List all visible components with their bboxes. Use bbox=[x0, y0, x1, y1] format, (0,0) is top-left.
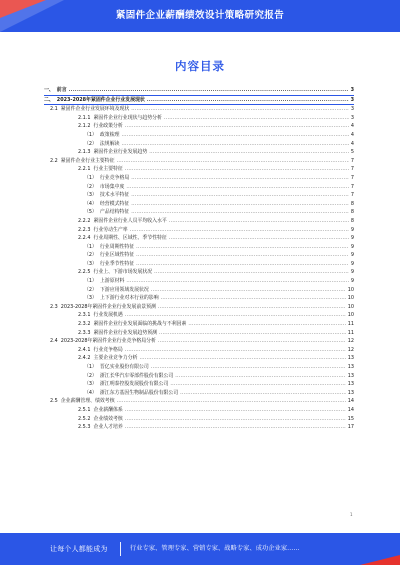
toc-entry-text: 行业周期性特征 bbox=[99, 243, 135, 250]
toc-entry-page: 17 bbox=[347, 424, 354, 431]
toc-entry[interactable] bbox=[44, 157, 354, 166]
toc-entry[interactable] bbox=[44, 320, 354, 329]
toc-entry-number: 2.2.2 bbox=[78, 217, 91, 224]
toc-entry-page: 13 bbox=[347, 372, 354, 379]
toc-entry-number: 2.2.5 bbox=[78, 269, 91, 276]
toc-entry-text: 上下游行业对本行业的影响 bbox=[99, 295, 159, 302]
toc-entry[interactable] bbox=[44, 86, 354, 96]
toc-dot-leader bbox=[130, 226, 349, 235]
toc-entry-number: 2.3 bbox=[50, 303, 58, 310]
toc-entry[interactable] bbox=[44, 165, 354, 174]
toc-entry-text: 企业绩效考核 bbox=[93, 415, 123, 422]
toc-entry-page: 13 bbox=[347, 389, 354, 396]
toc-dot-leader bbox=[125, 415, 346, 424]
toc-entry-page: 3 bbox=[350, 114, 354, 121]
toc-dot-leader bbox=[161, 294, 346, 303]
toc-entry-page: 3 bbox=[350, 87, 354, 93]
toc-entry-number: 一、 bbox=[44, 87, 54, 93]
toc-entry-number: （2） bbox=[84, 140, 97, 147]
toc-entry-page: 10 bbox=[347, 312, 354, 319]
toc-entry-number: 2.3.3 bbox=[78, 329, 91, 336]
toc-dot-leader bbox=[121, 140, 348, 149]
toc-entry-text: 行业政策分析 bbox=[93, 123, 123, 130]
toc-entry-page: 8 bbox=[350, 200, 354, 207]
toc-dot-leader bbox=[121, 131, 348, 140]
toc-entry[interactable] bbox=[44, 251, 354, 260]
toc-entry-number: 2.4.1 bbox=[78, 346, 91, 353]
toc-entry-text: 紧固件企业行业人员平均收入水平 bbox=[93, 217, 167, 224]
toc-entry[interactable] bbox=[44, 131, 354, 140]
toc-entry-text: 紧固件企业行业发展趋势预测 bbox=[93, 329, 158, 336]
toc-entry-text: 2023-2028年紧固件企业行业竞争格局分析 bbox=[60, 338, 156, 345]
toc-entry-text: 主要企业竞争力分析 bbox=[93, 355, 138, 362]
toc-entry[interactable] bbox=[44, 329, 354, 338]
toc-entry-page: 7 bbox=[350, 174, 354, 181]
toc-entry[interactable] bbox=[44, 105, 354, 114]
toc-entry-text: 行业区域性特征 bbox=[99, 252, 135, 259]
toc-entry-number: 2.1.1 bbox=[78, 114, 91, 121]
toc-entry-text: 政策梳理 bbox=[99, 131, 120, 138]
toc-dot-leader bbox=[131, 208, 349, 217]
toc-entry-page: 7 bbox=[350, 183, 354, 190]
toc-entry[interactable] bbox=[44, 363, 354, 372]
toc-entry-number: 2.2.4 bbox=[78, 235, 91, 242]
toc-entry-number: 2.5.2 bbox=[78, 415, 91, 422]
toc-entry[interactable] bbox=[44, 311, 354, 320]
toc-entry[interactable] bbox=[44, 372, 354, 381]
toc-dot-leader bbox=[149, 148, 349, 157]
toc-entry-page: 9 bbox=[350, 260, 354, 267]
toc-entry-page: 8 bbox=[350, 217, 354, 224]
toc-dot-leader bbox=[175, 372, 345, 381]
toc-dot-leader bbox=[139, 354, 345, 363]
toc-dot-leader bbox=[147, 96, 349, 105]
toc-dot-leader bbox=[131, 105, 349, 114]
toc-entry[interactable] bbox=[44, 174, 354, 183]
toc-entry[interactable] bbox=[44, 423, 354, 432]
toc-entry-text: 浙江明泰控股发展股份有限公司 bbox=[99, 381, 169, 388]
toc-entry-number: 2.4.2 bbox=[78, 355, 91, 362]
toc-dot-leader bbox=[117, 157, 349, 166]
page-number: 1 bbox=[350, 512, 353, 517]
toc-entry-page: 7 bbox=[350, 166, 354, 173]
toc-entry-number: （2） bbox=[84, 286, 97, 293]
toc-entry-number: （3） bbox=[84, 260, 97, 267]
toc-dot-leader bbox=[136, 251, 349, 260]
toc-entry-text: 市场集中度 bbox=[99, 183, 125, 190]
toc-entry-number: 2.4 bbox=[50, 338, 58, 345]
toc-entry-page: 3 bbox=[350, 106, 354, 113]
toc-entry[interactable] bbox=[44, 286, 354, 295]
toc-dot-leader bbox=[125, 346, 346, 355]
toc-entry-page: 9 bbox=[350, 269, 354, 276]
toc-entry-number: （4） bbox=[84, 389, 97, 396]
toc-dot-leader bbox=[170, 380, 345, 389]
toc-entry[interactable] bbox=[44, 148, 354, 157]
toc-entry-page: 13 bbox=[347, 381, 354, 388]
toc-entry[interactable] bbox=[44, 406, 354, 415]
toc-entry-page: 10 bbox=[347, 286, 354, 293]
toc-dot-leader bbox=[125, 423, 346, 432]
toc-entry-number: （1） bbox=[84, 364, 97, 370]
toc-dot-leader bbox=[164, 114, 349, 123]
toc-entry-text: 下游应用领域发展状况 bbox=[99, 286, 149, 293]
toc-dot-leader bbox=[117, 397, 346, 406]
toc-entry-number: 2.2.1 bbox=[78, 166, 91, 173]
toc-entry[interactable] bbox=[44, 260, 354, 269]
toc-entry-text: 技术水平特征 bbox=[99, 192, 130, 199]
toc-dot-leader bbox=[131, 191, 349, 200]
toc-dot-leader bbox=[188, 320, 345, 329]
toc-entry-number: 2.3.1 bbox=[78, 312, 91, 319]
toc-dot-leader bbox=[125, 406, 346, 415]
toc-entry-page: 12 bbox=[347, 346, 354, 353]
toc-entry-text: 经营模式特征 bbox=[99, 200, 130, 207]
toc-entry-number: （2） bbox=[84, 252, 97, 259]
toc-entry-text: 上游原材料 bbox=[99, 278, 125, 285]
toc-entry-text: 企业薪酬管理、绩效考核 bbox=[60, 398, 115, 405]
toc-dot-leader bbox=[126, 183, 349, 192]
toc-entry-number: （4） bbox=[84, 200, 97, 207]
toc-entry-text: 紧固件企业行业发展面临的挑战与不利因素 bbox=[93, 321, 187, 328]
toc-dot-leader bbox=[151, 363, 346, 372]
toc-entry-text: 紧固件企业行业发展环境及现状 bbox=[60, 106, 130, 113]
footer-red-stripe bbox=[360, 555, 400, 565]
toc-entry-page: 3 bbox=[350, 96, 354, 103]
toc-entry-text: 行业劳动生产率 bbox=[93, 226, 128, 233]
toc-entry-page: 7 bbox=[350, 157, 354, 164]
toc-entry-number: 2.5.1 bbox=[78, 406, 91, 413]
footer-slogan: 让每个人都能成为 bbox=[50, 545, 108, 553]
toc-entry[interactable] bbox=[44, 140, 354, 149]
toc-entry[interactable] bbox=[44, 303, 354, 312]
toc-entry-page: 8 bbox=[350, 209, 354, 216]
toc-dot-leader bbox=[180, 389, 346, 398]
toc-entry[interactable] bbox=[44, 226, 354, 235]
toc-entry-number: （1） bbox=[84, 243, 97, 250]
toc-dot-leader bbox=[131, 174, 349, 183]
toc-entry-page: 7 bbox=[350, 192, 354, 199]
toc-dot-leader bbox=[158, 303, 346, 312]
toc-entry-page: 10 bbox=[347, 295, 354, 302]
toc-entry-number: 2.3.2 bbox=[78, 321, 91, 328]
toc-title: 内容目录 bbox=[175, 59, 225, 73]
toc-entry-page: 4 bbox=[350, 131, 354, 138]
toc-dot-leader bbox=[169, 234, 349, 243]
toc-entry-page: 13 bbox=[347, 364, 354, 370]
toc-entry[interactable] bbox=[44, 354, 354, 363]
toc-dot-leader bbox=[158, 337, 346, 346]
toc-entry-text: 行业主要特征 bbox=[93, 166, 123, 173]
toc-entry[interactable] bbox=[44, 294, 354, 303]
toc-entry-number: （2） bbox=[84, 183, 97, 190]
header-banner bbox=[0, 0, 400, 32]
toc-entry-number: （3） bbox=[84, 295, 97, 302]
toc-entry-number: 2.2 bbox=[50, 157, 58, 164]
toc-entry[interactable] bbox=[44, 337, 354, 346]
table-of-contents bbox=[44, 86, 354, 432]
toc-entry[interactable] bbox=[44, 122, 354, 131]
toc-entry-text: 浙江长华汽车零部件股份有限公司 bbox=[99, 372, 174, 379]
toc-dot-leader bbox=[151, 286, 346, 295]
toc-entry[interactable] bbox=[44, 234, 354, 243]
toc-entry-text: 企业薪酬体系 bbox=[93, 406, 123, 413]
toc-entry-text: 紧固件企业行业发展趋势 bbox=[93, 149, 148, 156]
toc-dot-leader bbox=[125, 165, 349, 174]
toc-entry[interactable] bbox=[44, 346, 354, 355]
toc-entry-page: 5 bbox=[350, 149, 354, 156]
toc-dot-leader bbox=[136, 260, 349, 269]
toc-entry[interactable] bbox=[44, 389, 354, 398]
toc-entry[interactable] bbox=[44, 397, 354, 406]
toc-entry-number: （3） bbox=[84, 192, 97, 199]
toc-entry-text: 行业上、下游市场发展状况 bbox=[93, 269, 153, 276]
toc-entry-number: 2.1.3 bbox=[78, 149, 91, 156]
toc-entry[interactable] bbox=[44, 208, 354, 217]
toc-entry[interactable] bbox=[44, 217, 354, 226]
toc-dot-leader bbox=[159, 329, 346, 338]
toc-entry[interactable] bbox=[44, 268, 354, 277]
toc-entry-number: （2） bbox=[84, 372, 97, 379]
toc-dot-leader bbox=[69, 86, 349, 95]
toc-entry-number: （3） bbox=[84, 381, 97, 388]
toc-dot-leader bbox=[125, 311, 346, 320]
toc-entry-number: 2.5.3 bbox=[78, 424, 91, 431]
toc-entry-number: （5） bbox=[84, 209, 97, 216]
toc-entry-text: 行业竞争格局 bbox=[93, 346, 123, 353]
footer-banner bbox=[0, 533, 400, 565]
toc-entry-text: 前言 bbox=[56, 87, 67, 93]
report-title: 紧固件企业薪酬绩效设计策略研究报告 bbox=[115, 10, 285, 21]
toc-entry-text: 2023-2028年紧固件企业行业发展前景预测 bbox=[60, 303, 156, 310]
toc-entry-number: 2.2.3 bbox=[78, 226, 91, 233]
toc-entry-text: 行业发展机遇 bbox=[93, 312, 123, 319]
toc-dot-leader bbox=[136, 243, 349, 252]
toc-entry-page: 9 bbox=[350, 278, 354, 285]
toc-entry-number: 2.1.2 bbox=[78, 123, 91, 130]
toc-entry[interactable] bbox=[44, 277, 354, 286]
toc-entry-page: 4 bbox=[350, 123, 354, 130]
toc-entry[interactable] bbox=[44, 200, 354, 209]
toc-entry-text: 法规解读 bbox=[99, 140, 120, 147]
toc-entry-page: 10 bbox=[347, 303, 354, 310]
toc-entry-text: 行业竞争格局 bbox=[99, 174, 130, 181]
toc-entry-text: 紧固件企业行业现状与趋势分析 bbox=[93, 114, 162, 121]
toc-entry[interactable] bbox=[44, 114, 354, 123]
toc-entry[interactable] bbox=[44, 380, 354, 389]
toc-entry-page: 13 bbox=[347, 355, 354, 362]
toc-entry-page: 15 bbox=[347, 415, 354, 422]
footer-divider bbox=[120, 542, 121, 556]
toc-entry-text: 行业季节性特征 bbox=[99, 260, 135, 267]
toc-entry-page: 9 bbox=[350, 226, 354, 233]
toc-entry-text: 晋亿实业股份有限公司 bbox=[99, 364, 149, 370]
toc-entry-text: 产品结构特征 bbox=[99, 209, 130, 216]
toc-entry[interactable] bbox=[44, 96, 354, 106]
toc-entry-page: 14 bbox=[347, 398, 354, 405]
toc-entry-page: 14 bbox=[347, 406, 354, 413]
toc-entry-page: 11 bbox=[347, 329, 354, 336]
toc-entry-text: 2023-2028年紧固件企业行业发展现状 bbox=[56, 96, 145, 103]
toc-entry-text: 行业周期性、区域性、季节性特征 bbox=[93, 235, 167, 242]
toc-entry-number: （1） bbox=[84, 174, 97, 181]
toc-entry[interactable] bbox=[44, 183, 354, 192]
toc-dot-leader bbox=[169, 217, 349, 226]
toc-dot-leader bbox=[125, 122, 349, 131]
toc-entry-text: 紧固件企业行业主要特征 bbox=[60, 157, 115, 164]
toc-dot-leader bbox=[126, 277, 349, 286]
toc-dot-leader bbox=[154, 268, 349, 277]
toc-entry-page: 11 bbox=[347, 321, 354, 328]
toc-entry[interactable] bbox=[44, 415, 354, 424]
toc-entry-page: 9 bbox=[350, 243, 354, 250]
toc-entry[interactable] bbox=[44, 243, 354, 252]
toc-entry-number: （1） bbox=[84, 278, 97, 285]
toc-dot-leader bbox=[131, 200, 349, 209]
toc-entry[interactable] bbox=[44, 191, 354, 200]
toc-entry-text: 企业人才培养 bbox=[93, 424, 123, 431]
toc-entry-page: 4 bbox=[350, 140, 354, 147]
toc-entry-number: （1） bbox=[84, 131, 97, 138]
toc-entry-number: 2.1 bbox=[50, 106, 58, 113]
toc-entry-page: 9 bbox=[350, 252, 354, 259]
footer-tagline: 行业专家、管理专家、营销专家、战略专家、成功企业家…… bbox=[130, 545, 300, 552]
toc-entry-text: 浙江东方基因生物制品股份有限公司 bbox=[99, 389, 179, 396]
toc-entry-page: 12 bbox=[347, 338, 354, 345]
toc-entry-number: 二、 bbox=[44, 96, 54, 103]
toc-entry-page: 9 bbox=[350, 235, 354, 242]
toc-entry-number: 2.5 bbox=[50, 398, 58, 405]
